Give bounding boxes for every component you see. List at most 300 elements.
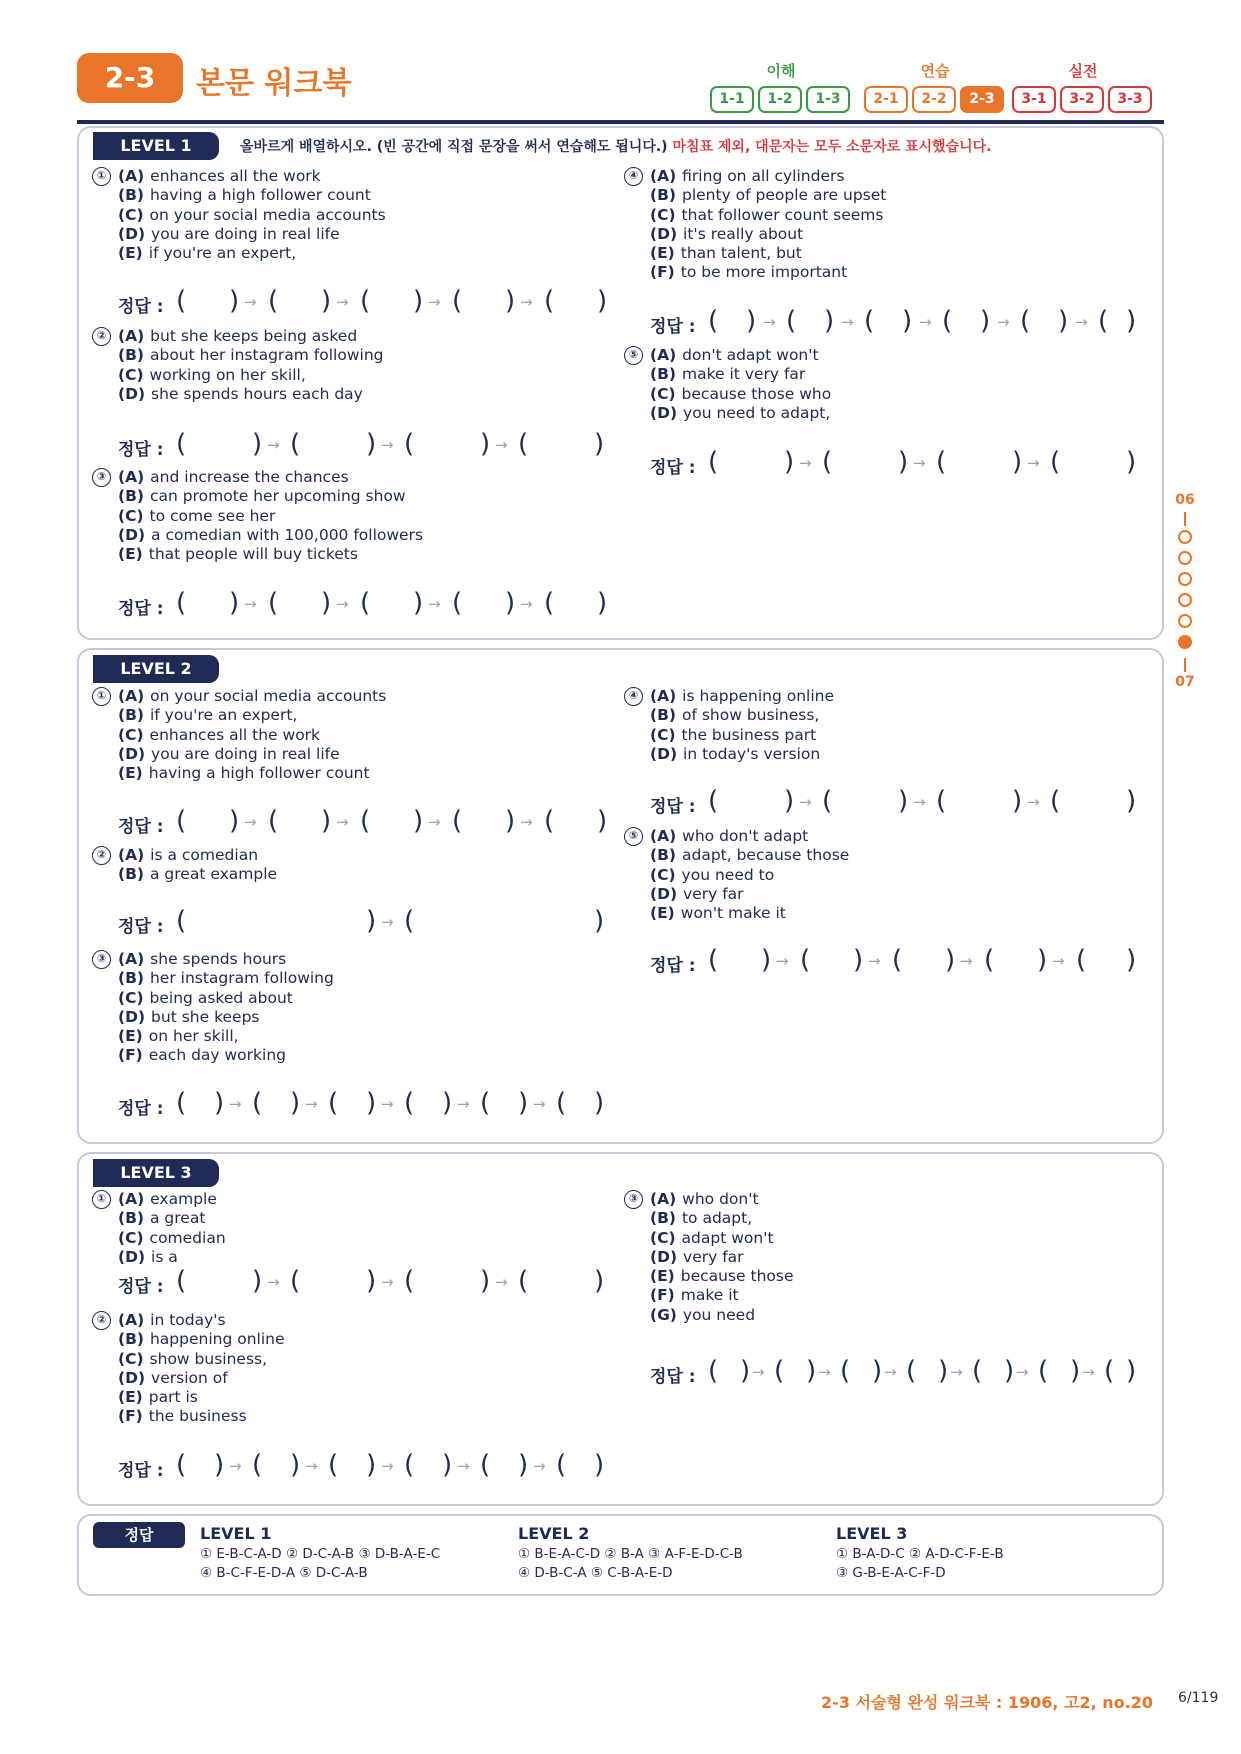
answer-blank-open[interactable]: ( [800,945,811,975]
answer-row[interactable] [118,1090,638,1124]
answer-blank-open[interactable]: ( [518,429,529,459]
option-text: having a high follower count [148,764,370,783]
step-button-1-3[interactable]: 1-3 [806,86,850,113]
option-item [118,385,384,404]
option-letter: (D) [118,1007,146,1026]
question-block [92,1190,226,1267]
answer-blank-close: ) [1126,447,1137,477]
answer-blank-close: ) [806,1356,817,1386]
answer-blank-close: ) [413,588,424,618]
option-item [118,186,386,205]
answer-blank-open[interactable]: ( [708,786,719,816]
option-text: in today's version [683,744,821,763]
step-button-2-2[interactable]: 2-2 [912,86,956,113]
question-number: ③ [92,468,111,487]
option-list [118,950,334,1066]
option-item [650,1190,794,1209]
answer-blank-open[interactable]: ( [1020,306,1031,336]
arrow-icon: → [428,595,441,613]
step-button-2-3[interactable]: 2-3 [960,86,1004,113]
option-item [650,225,886,244]
answer-key-level-1-heading: LEVEL 1 [200,1524,272,1543]
option-text: about her instagram following [149,346,384,365]
answer-blank-close: ) [229,286,240,316]
arrow-icon: → [244,293,257,311]
answer-blank-open[interactable]: ( [404,429,415,459]
answer-blank-open[interactable]: ( [1038,1356,1049,1386]
question-number: ③ [624,1190,643,1209]
answer-blank-open[interactable]: ( [708,306,719,336]
answer-blank-open[interactable]: ( [268,806,279,836]
option-text: a great example [149,865,278,884]
answer-blank-open[interactable]: ( [942,306,953,336]
option-text: happening online [149,1330,285,1349]
answer-blank-open[interactable]: ( [452,286,463,316]
step-button-2-1[interactable]: 2-1 [864,86,908,113]
answer-blank-close: ) [505,588,516,618]
option-item [650,1286,794,1305]
option-item [118,1330,285,1349]
option-text: make it very far [681,365,806,384]
arrow-icon: → [841,313,854,331]
option-text: on your social media accounts [149,205,386,224]
arrow-icon: → [799,793,812,811]
answer-blank-close: ) [945,945,956,975]
step-group-label: 실전 [1068,62,1098,80]
answer-blank-close: ) [740,1356,751,1386]
side-progress-end: 07 [1175,674,1195,690]
answer-blank-close: ) [594,1450,605,1480]
option-list [118,1190,226,1267]
option-text: if you're an expert, [148,244,297,263]
answer-row[interactable] [118,1452,638,1486]
option-item [650,846,849,865]
answer-blank-open[interactable]: ( [404,906,415,936]
question-number: ⑤ [624,346,643,365]
option-letter: (C) [650,725,676,744]
option-item [650,1229,794,1248]
option-item [650,726,834,745]
option-item [118,526,423,545]
answer-blank-open[interactable]: ( [892,945,903,975]
answer-label: 정답 : [118,440,164,460]
option-letter: (G) [650,1305,677,1324]
question-block [92,1311,285,1427]
answer-blank-open[interactable]: ( [176,1088,187,1118]
option-item [650,206,886,225]
progress-dot-icon [1178,530,1192,544]
answer-blank-open[interactable]: ( [480,1450,491,1480]
answer-blank-open[interactable]: ( [176,806,187,836]
step-group-label: 이해 [766,62,796,80]
answer-row[interactable] [650,449,1170,483]
arrow-icon: → [381,1457,394,1475]
answer-blank-open[interactable]: ( [176,588,187,618]
answer-blank-open[interactable]: ( [268,286,279,316]
option-item [650,404,831,423]
option-text: it's really about [683,224,804,243]
instructions-main: 올바르게 배열하시오. (빈 공간에 직접 문장을 써서 연습해도 됩니다.) [240,139,668,155]
progress-dot-icon [1178,593,1192,607]
option-text: enhances all the work [150,167,321,185]
option-text: adapt won't [681,1228,774,1247]
option-letter: (A) [118,167,145,185]
option-text: won't make it [680,904,786,923]
answer-blank-open[interactable]: ( [1104,1356,1115,1386]
option-item [118,487,423,506]
answer-blank-open[interactable]: ( [972,1356,983,1386]
option-item [118,1407,285,1426]
answer-blank-open[interactable]: ( [1098,306,1109,336]
option-item [650,244,886,263]
answer-blank-close: ) [784,786,795,816]
option-letter: (D) [118,744,146,763]
answer-row[interactable] [118,431,638,465]
option-list [650,827,849,923]
option-letter: (C) [650,384,676,403]
answer-blank-close: ) [824,306,835,336]
answer-blank-open[interactable]: ( [176,1266,187,1296]
answer-blank-close: ) [872,1356,883,1386]
answer-row[interactable] [650,947,1170,981]
option-item [118,167,386,186]
answer-blank-open[interactable]: ( [556,1450,567,1480]
option-list [118,167,386,263]
option-text: she spends hours [150,950,287,968]
option-item [650,186,886,205]
answer-blank-close: ) [784,447,795,477]
option-letter: (D) [650,1247,678,1266]
option-text: to come see her [149,506,276,525]
option-text: of show business, [681,706,820,725]
option-letter: (F) [650,263,675,282]
option-text: than talent, but [680,244,802,263]
answer-blank-close: ) [442,1088,453,1118]
option-text: you need to [681,865,775,884]
arrow-icon: → [267,436,280,454]
answer-blank-close: ) [290,1450,301,1480]
arrow-icon: → [428,293,441,311]
option-letter: (A) [650,1190,677,1208]
option-letter: (F) [118,1046,143,1065]
answer-blank-close: ) [980,306,991,336]
answer-blank-open[interactable]: ( [328,1088,339,1118]
answer-blank-open[interactable]: ( [774,1356,785,1386]
arrow-icon: → [381,1273,394,1291]
answer-blank-open[interactable]: ( [786,306,797,336]
arrow-icon: → [229,1095,242,1113]
answer-blank-open[interactable]: ( [1076,945,1087,975]
answer-row[interactable] [650,788,1170,822]
answer-blank-close: ) [366,906,377,936]
option-letter: (B) [118,487,144,506]
arrow-icon: → [913,793,926,811]
answer-blank-open[interactable]: ( [252,1450,263,1480]
answer-blank-open[interactable]: ( [1050,786,1061,816]
question-number: ② [92,846,111,865]
answer-blank-open[interactable]: ( [176,1450,187,1480]
answer-row[interactable] [118,288,638,322]
option-letter: (E) [118,244,143,263]
step-button-3-2[interactable]: 3-2 [1060,86,1104,113]
question-block [624,1190,794,1325]
answer-blank-open[interactable]: ( [404,1266,415,1296]
answer-label: 정답 : [650,797,696,817]
answer-blank-close: ) [1126,945,1137,975]
answer-blank-open[interactable]: ( [176,286,187,316]
option-text: on your social media accounts [150,687,387,705]
option-letter: (D) [118,1368,146,1387]
answer-blank-open[interactable]: ( [544,806,555,836]
option-item [650,687,834,706]
answer-row[interactable] [118,590,638,624]
answer-blank-close: ) [321,286,332,316]
answer-blank-close: ) [252,1266,263,1296]
answer-blank-open[interactable]: ( [936,447,947,477]
answer-blank-open[interactable]: ( [252,1088,263,1118]
answer-blank-close: ) [1037,945,1048,975]
arrow-icon: → [1052,952,1065,970]
step-button-3-3[interactable]: 3-3 [1108,86,1152,113]
step-button-3-1[interactable]: 3-1 [1012,86,1056,113]
option-text: example [150,1190,217,1208]
answer-label: 정답 : [118,599,164,619]
footer-source: 2-3 서술형 완성 워크북 : 1906, 고2, no.20 [821,1693,1153,1712]
option-letter: (D) [650,744,678,763]
answer-blank-open[interactable]: ( [290,1266,301,1296]
answer-blank-close: ) [853,945,864,975]
answer-blank-open[interactable]: ( [1050,447,1061,477]
progress-dot-icon [1178,551,1192,565]
option-item [118,846,277,865]
instructions-note: 마침표 제외, 대문자는 모두 소문자로 표시했습니다. [672,139,992,155]
option-letter: (E) [650,244,675,263]
option-letter: (A) [650,167,677,185]
option-item [118,1369,285,1388]
option-item [118,1350,285,1369]
arrow-icon: → [305,1095,318,1113]
option-letter: (B) [118,186,144,205]
answer-blank-open[interactable]: ( [822,786,833,816]
option-letter: (B) [650,1209,676,1228]
answer-blank-close: ) [252,429,263,459]
option-text: but she keeps [151,1007,260,1026]
arrow-icon: → [752,1363,765,1381]
answer-blank-open[interactable]: ( [708,447,719,477]
answer-row[interactable] [650,1358,1170,1392]
answer-blank-open[interactable]: ( [556,1088,567,1118]
option-item [650,1248,794,1267]
answer-row[interactable] [118,908,638,942]
option-list [118,468,423,564]
option-text: is a comedian [150,846,259,864]
answer-label: 정답 : [118,1461,164,1481]
option-text: the business part [681,725,817,744]
question-block [624,687,834,764]
option-item [118,1008,334,1027]
answer-blank-close: ) [594,1088,605,1118]
option-text: you are doing in real life [151,224,340,243]
answer-blank-close: ) [1012,447,1023,477]
answer-blank-close: ) [1126,1356,1137,1386]
answer-blank-close: ) [413,286,424,316]
answer-blank-open[interactable]: ( [708,1356,719,1386]
option-text: in today's [150,1311,226,1329]
answer-blank-close: ) [321,588,332,618]
answer-blank-open[interactable]: ( [984,945,995,975]
option-letter: (C) [650,1228,676,1247]
answer-blank-open[interactable]: ( [360,806,371,836]
option-letter: (E) [118,1027,143,1046]
arrow-icon: → [229,1457,242,1475]
option-letter: (B) [118,346,144,365]
answer-blank-open[interactable]: ( [822,447,833,477]
option-text: firing on all cylinders [682,167,845,185]
answer-blank-open[interactable]: ( [404,1450,415,1480]
answer-blank-open[interactable]: ( [906,1356,917,1386]
option-item [118,225,386,244]
option-text: very far [683,884,744,903]
answer-blank-open[interactable]: ( [360,588,371,618]
option-text: on her skill, [148,1027,239,1046]
answer-blank-open[interactable]: ( [404,1088,415,1118]
option-letter: (A) [118,687,145,705]
option-text: each day working [148,1046,286,1065]
question-number: ④ [624,167,643,186]
option-text: who don't [682,1190,759,1208]
question-number: ④ [624,687,643,706]
arrow-icon: → [520,813,533,831]
option-list [650,1190,794,1325]
answer-blank-open[interactable]: ( [290,429,301,459]
option-letter: (E) [118,764,143,783]
option-item [118,764,386,783]
answer-blank-open[interactable]: ( [176,906,187,936]
option-item [650,866,849,885]
step-button-1-2[interactable]: 1-2 [758,86,802,113]
answer-blank-open[interactable]: ( [328,1450,339,1480]
option-letter: (A) [650,346,677,364]
answer-row[interactable] [650,308,1170,342]
answer-blank-open[interactable]: ( [268,588,279,618]
option-item [118,244,386,263]
answer-blank-open[interactable]: ( [840,1356,851,1386]
answer-blank-close: ) [518,1450,529,1480]
option-text: working on her skill, [149,365,306,384]
arrow-icon: → [520,595,533,613]
answer-blank-open[interactable]: ( [360,286,371,316]
option-text: comedian [149,1228,226,1247]
arrow-icon: → [913,454,926,472]
option-item [650,1267,794,1286]
answer-blank-close: ) [229,588,240,618]
option-item [650,385,831,404]
answer-blank-close: ) [505,286,516,316]
option-letter: (B) [118,865,144,884]
answer-blank-open[interactable]: ( [518,1266,529,1296]
level-3-label: LEVEL 3 [93,1159,219,1187]
option-list [118,1311,285,1427]
answer-key-level-1-line: ① E-B-C-A-D ② D-C-A-B ③ D-B-A-E-C [200,1546,441,1562]
option-item [118,1248,226,1267]
page-number: 6/119 [1178,1690,1219,1706]
option-text: you are doing in real life [151,744,340,763]
question-block [92,468,423,564]
answer-row[interactable] [118,808,638,842]
answer-label: 정답 : [118,917,164,937]
answer-blank-close: ) [505,806,516,836]
option-list [650,687,834,764]
arrow-icon: → [457,1095,470,1113]
option-item [118,206,386,225]
header-divider [77,120,1164,124]
option-letter: (E) [650,904,675,923]
answer-blank-close: ) [594,1266,605,1296]
answer-blank-close: ) [518,1088,529,1118]
answer-blank-open[interactable]: ( [176,429,187,459]
side-progress-line [1184,512,1186,526]
option-letter: (A) [650,687,677,705]
arrow-icon: → [1082,1363,1095,1381]
progress-dot-icon [1178,635,1192,649]
option-item [650,745,834,764]
option-item [650,263,886,282]
arrow-icon: → [244,813,257,831]
option-item [650,904,849,923]
answer-blank-open[interactable]: ( [544,588,555,618]
question-block [92,327,384,404]
answer-blank-open[interactable]: ( [480,1088,491,1118]
answer-blank-close: ) [594,906,605,936]
instructions [240,136,991,156]
answer-blank-open[interactable]: ( [544,286,555,316]
option-letter: (C) [118,506,144,525]
answer-blank-open[interactable]: ( [452,806,463,836]
option-letter: (D) [118,224,146,243]
answer-key-level-3-line: ③ G-B-E-A-C-F-D [836,1565,946,1581]
answer-blank-close: ) [366,1450,377,1480]
option-letter: (C) [118,725,144,744]
option-letter: (B) [650,846,676,865]
answer-label: 정답 : [118,297,164,317]
answer-blank-close: ) [480,1266,491,1296]
option-text: that follower count seems [681,205,884,224]
step-button-1-1[interactable]: 1-1 [710,86,754,113]
answer-blank-open[interactable]: ( [936,786,947,816]
answer-blank-open[interactable]: ( [452,588,463,618]
answer-blank-open[interactable]: ( [708,945,719,975]
option-item [118,1388,285,1407]
answer-key-level-1-line: ④ B-C-F-E-D-A ⑤ D-C-A-B [200,1565,368,1581]
option-list [118,327,384,404]
option-letter: (A) [118,1190,145,1208]
answer-row[interactable] [118,1268,638,1302]
option-letter: (A) [118,950,145,968]
answer-blank-close: ) [1126,306,1137,336]
arrow-icon: → [1027,793,1040,811]
answer-blank-close: ) [366,429,377,459]
option-text: a great [149,1209,206,1228]
question-number: ⑤ [624,827,643,846]
option-text: you need to adapt, [683,403,831,422]
option-text: and increase the chances [150,468,349,486]
option-letter: (D) [118,1247,146,1266]
option-letter: (D) [118,384,146,403]
answer-blank-close: ) [746,306,757,336]
option-letter: (D) [650,884,678,903]
option-item [118,468,423,487]
answer-blank-open[interactable]: ( [864,306,875,336]
